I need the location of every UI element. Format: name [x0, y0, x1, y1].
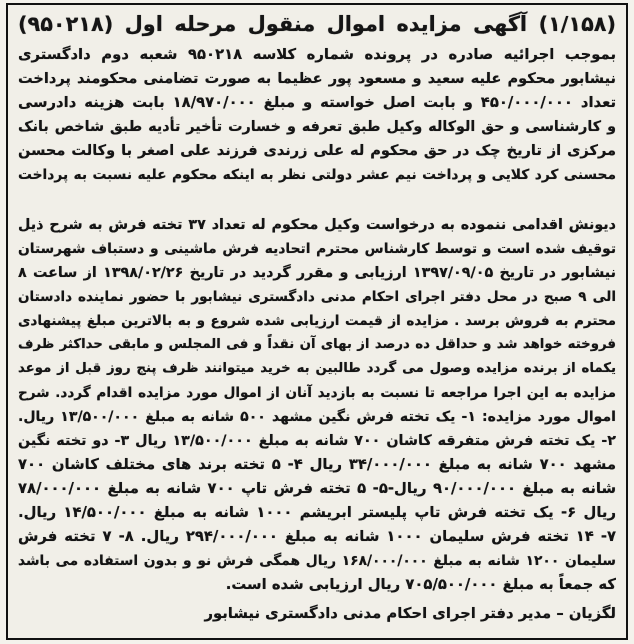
notice-paragraph-2: [18, 213, 616, 597]
auction-items-line: مشهد ۷۰۰ شانه به مبلغ ۳۴/۰۰۰/۰۰۰ ریال ۴- ۵ تخته برند های مختلف کاشان ۷۰۰: [18, 456, 616, 473]
text-line: مزایده به این اجرا مراجعه تا نسبت به بازدید آنان از اموال مورد مزایده اقدام گردد. شرح: [18, 385, 616, 401]
text-line: نیشابور در تاریخ ۱۳۹۷/۰۹/۰۵ ارزیابی و مقرر گردید در تاریخ ۱۳۹۸/۰۲/۲۶ از ساعت ۸: [18, 265, 616, 281]
text-line: نیشابور محکوم علیه سعید و مسعود پور عظیما به صورت تضامنی محکومند پرداخت: [18, 70, 616, 87]
auction-items-line: اموال مورد مزایده: ۱- یک تخته فرش نگین مشهد ۵۰۰ شانه به مبلغ ۱۳/۵۰۰/۰۰۰ ریال.: [18, 409, 616, 425]
text-line: توقیف شده است و توسط کارشناس محترم اتحادیه فرش ماشینی و دستباف شهرستان: [18, 241, 616, 257]
text-line: تعداد ۴۵۰/۰۰۰/۰۰۰ و بابت اصل خواسته و مبلغ ۱۸/۹۷۰/۰۰۰ بابت هزینه دادرسی: [18, 94, 616, 111]
text-line: الی ۹ صبح در محل دفتر اجرای احکام مدنی دادگستری نیشابور با حضور نماینده دادستان: [18, 289, 616, 305]
total-value-line: که جمعاً به مبلغ ۷۰۵/۵۰۰/۰۰۰ ریال ارزیابی شده است.: [225, 576, 616, 593]
text-line: بموجب اجرائیه صادره در پرونده شماره کلاسه ۹۵۰۲۱۸ شعبه دوم دادگستری: [18, 46, 616, 63]
text-line: دیونش اقدامی ننموده به درخواست وکیل محکوم له تعداد ۳۷ تخته فرش به شرح ذیل: [18, 217, 616, 233]
text-line: یکماه از برنده مزایده وصول می گردد طالبین به خرید میتوانند ظرف پنج روز قبل از موعد: [18, 361, 616, 376]
text-line: مرکزی از تاریخ چک در حق محکوم له علی زرندی فرزند علی اصغر با وکالت محسن: [18, 142, 616, 159]
auction-items-line: ۷- ۱۴ تخته فرش سلیمان ۱۰۰۰ شانه به مبلغ ۲۹۴/۰۰۰/۰۰۰ ریال. ۸- ۷ تخته فرش: [18, 528, 616, 545]
notice-title: (۱/۱۵۸) آگهی مزایده اموال منقول مرحله اول (۹۵۰۲۱۸): [18, 12, 616, 36]
text-line: محسنی کرد کلایی و پرداخت نیم عشر دولتی نظر به اینکه محکوم علیه نسبت به پرداخت: [18, 167, 616, 183]
auction-items-line: سلیمان ۱۲۰۰ شانه به مبلغ ۱۶۸/۰۰۰/۰۰۰ ریال همگی فرش نو و بدون استفاده می باشد: [18, 553, 616, 569]
text-line: محترم به فروش برسد . مزایده از قیمت ارزیابی شده شروع و به بالاترین مبلغ پیشنهادی: [18, 313, 616, 329]
signature: لگزیان – مدیر دفتر اجرای احکام مدنی دادگستری نیشابور: [204, 605, 616, 622]
auction-items-line: ۲- یک تخته فرش متفرقه کاشان ۷۰۰ شانه به مبلغ ۱۳/۵۰۰/۰۰۰ ریال ۳- دو تخته نگین: [18, 433, 616, 449]
auction-items-line: ریال ۶- یک تخته فرش تاپ پلیستر ابریشم ۱۰۰۰ شانه به مبلغ ۱۴/۵۰۰/۰۰۰ ریال.: [18, 504, 616, 521]
text-line: فروخته خواهد شد و حداقل ده درصد از بهای آن نقداً و فی المجلس و مابقی حداکثر ظرف: [18, 337, 616, 352]
notice-paragraph-1: [18, 43, 616, 187]
notice-frame: [6, 3, 628, 640]
auction-items-line: شانه به مبلغ ۹۰/۰۰۰/۰۰۰ ریال-۵- ۵ تخته فرش تاپ ۷۰۰ شانه به مبلغ ۷۸/۰۰۰/۰۰۰: [18, 480, 616, 497]
text-line: و کارشناسی و حق الوکاله وکیل طبق تعرفه و خسارت تأخیر تأدیه طبق شاخص بانک: [18, 119, 616, 135]
